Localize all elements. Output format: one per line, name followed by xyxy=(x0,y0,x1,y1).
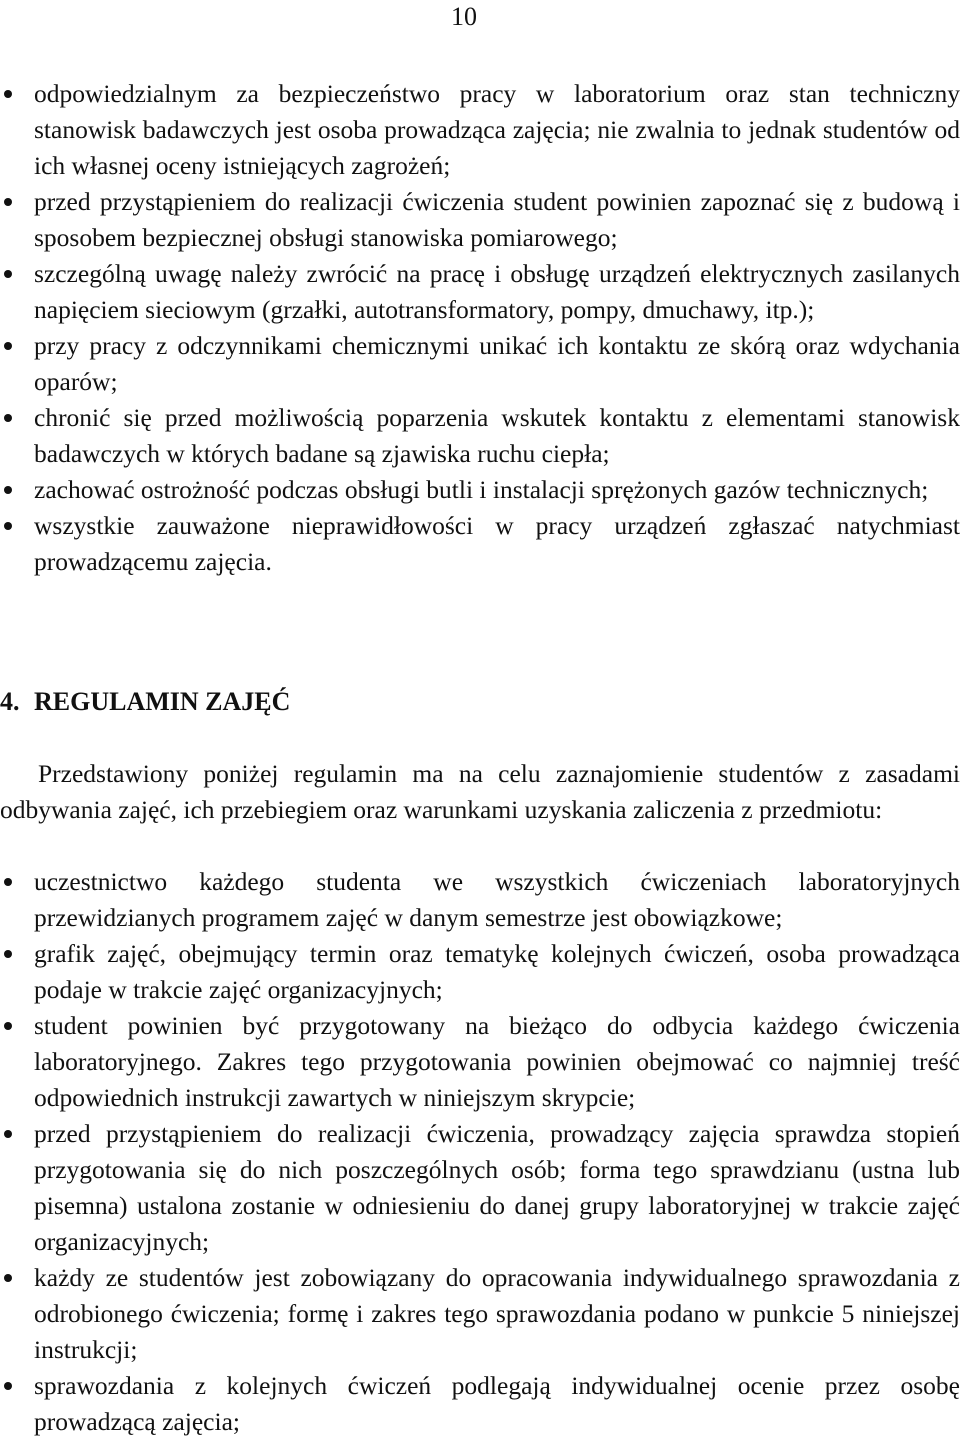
list-item-text: chronić się przed możliwością poparzenia wskutek kontaktu z elementami stanowisk badawczych w których badane są zjawiska ruchu ciepła; xyxy=(34,403,960,468)
bullet-icon xyxy=(4,198,12,206)
section-title: REGULAMIN ZAJĘĆ xyxy=(34,687,291,716)
list-item-text: przed przystąpieniem do realizacji ćwiczenia student powinien zapoznać się z budową i sposobem bezpiecznej obsługi stanowiska pomiarowego; xyxy=(34,187,960,252)
list-item xyxy=(0,184,960,256)
list-item xyxy=(0,472,960,508)
bullet-icon xyxy=(4,486,12,494)
bullet-icon xyxy=(4,1382,12,1390)
page-number: 10 xyxy=(451,2,477,31)
list-item xyxy=(0,864,960,936)
safety-rules-list xyxy=(0,76,960,580)
regulations-list xyxy=(0,864,960,1440)
list-item-text: zachować ostrożność podczas obsługi butli i instalacji sprężonych gazów technicznych; xyxy=(34,475,929,504)
list-item xyxy=(0,1260,960,1368)
list-item xyxy=(0,400,960,472)
bullet-icon xyxy=(4,878,12,886)
list-item-text: uczestnictwo każdego studenta we wszystkich ćwiczeniach laboratoryjnych przewidzianych programem zajęć w danym semestrze jest obowiązkowe; xyxy=(34,867,960,932)
list-item-text: student powinien być przygotowany na bieżąco do odbycia każdego ćwiczenia laboratoryjnego. Zakres tego przygotowania powinien obejmować co najmniej treść odpowiednich instrukcji zawartych w niniejszym skrypcie; xyxy=(34,1011,960,1112)
bullet-icon xyxy=(4,270,12,278)
section-number: 4. xyxy=(0,687,20,716)
bullet-icon xyxy=(4,1130,12,1138)
list-item-text: grafik zajęć, obejmujący termin oraz tematykę kolejnych ćwiczeń, osoba prowadząca podaje w trakcie zajęć organizacyjnych; xyxy=(34,939,960,1004)
list-item xyxy=(0,508,960,580)
list-item-text: wszystkie zauważone nieprawidłowości w pracy urządzeń zgłaszać natychmiast prowadzącemu zajęcia. xyxy=(34,511,960,576)
bullet-icon xyxy=(4,414,12,422)
bullet-icon xyxy=(4,90,12,98)
bullet-icon xyxy=(4,1022,12,1030)
list-item-text: sprawozdania z kolejnych ćwiczeń podlegają indywidualnej ocenie przez osobę prowadzącą zajęcia; xyxy=(34,1371,960,1436)
bullet-icon xyxy=(4,1274,12,1282)
list-item xyxy=(0,1008,960,1116)
list-item-text: przy pracy z odczynnikami chemicznymi unikać ich kontaktu ze skórą oraz wdychania oparów; xyxy=(34,331,960,396)
list-item-text: każdy ze studentów jest zobowiązany do opracowania indywidualnego sprawozdania z odrobionego ćwiczenia; formę i zakres tego sprawozdania podano w punkcie 5 niniejszej instrukcji; xyxy=(34,1263,960,1364)
bullet-icon xyxy=(4,522,12,530)
list-item xyxy=(0,1368,960,1440)
list-item-text: przed przystąpieniem do realizacji ćwiczenia, prowadzący zajęcia sprawdza stopień przygotowania się do nich poszczególnych osób; forma tego sprawdzianu (ustna lub pisemna) ustalona zostanie w odniesieniu do danej grupy laboratoryjnej w trakcie zajęć organizacyjnych; xyxy=(34,1119,960,1256)
list-item xyxy=(0,76,960,184)
list-item-text: odpowiedzialnym za bezpieczeństwo pracy w laboratorium oraz stan techniczny stanowisk badawczych jest osoba prowadząca zajęcia; nie zwalnia to jednak studentów od ich własnej oceny istniejących zagrożeń; xyxy=(34,79,960,180)
section-heading xyxy=(0,684,290,720)
bullet-icon xyxy=(4,342,12,350)
bullet-icon xyxy=(4,950,12,958)
list-item xyxy=(0,1116,960,1260)
intro-paragraph: Przedstawiony poniżej regulamin ma na celu zaznajomienie studentów z zasadami odbywania zajęć, ich przebiegiem oraz warunkami uzyskania zaliczenia z przedmiotu: xyxy=(0,759,960,824)
list-item xyxy=(0,256,960,328)
list-item-text: szczególną uwagę należy zwrócić na pracę i obsługę urządzeń elektrycznych zasilanych napięciem sieciowym (grzałki, autotransformatory, pompy, dmuchawy, itp.); xyxy=(34,259,960,324)
list-item xyxy=(0,936,960,1008)
list-item xyxy=(0,328,960,400)
